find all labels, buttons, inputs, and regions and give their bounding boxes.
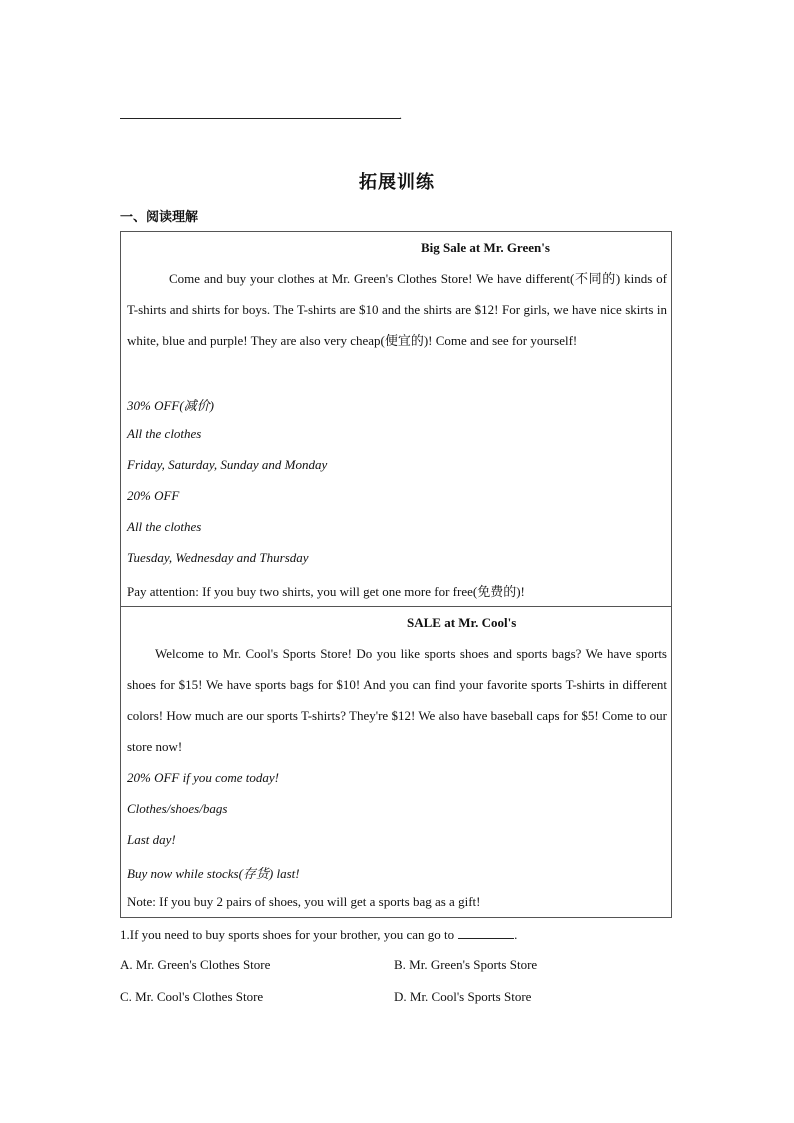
question-1 bbox=[120, 926, 517, 943]
ad-title: SALE at Mr. Cool's bbox=[407, 615, 517, 630]
offer-items: All the clothes bbox=[127, 519, 202, 534]
ad-body: Come and buy your clothes at Mr. Green's Clothes Store! We have different(不同的) kinds of T-shirts and shirts for boys. The T-shirts are $10 and the shirts are $12! For girls, we have nice skirts in white, blue and purple! They are also very cheap(便宜的)! Come and see for yourself! bbox=[127, 271, 667, 348]
offer-items: All the clothes bbox=[127, 426, 202, 441]
option-b[interactable]: B. Mr. Green's Sports Store bbox=[394, 957, 538, 972]
offer-heading: 30% OFF(减价) bbox=[127, 398, 215, 413]
option-d[interactable]: D. Mr. Cool's Sports Store bbox=[394, 989, 532, 1004]
ad-box-green bbox=[120, 231, 672, 607]
option-a[interactable]: A. Mr. Green's Clothes Store bbox=[120, 957, 271, 972]
question-end: . bbox=[514, 927, 518, 942]
offer-days: Friday, Saturday, Sunday and Monday bbox=[127, 457, 328, 472]
offer-heading: 20% OFF bbox=[127, 488, 180, 503]
section-heading: 一、阅读理解 bbox=[120, 209, 199, 224]
answer-blank[interactable] bbox=[458, 926, 514, 939]
question-text: 1.If you need to buy sports shoes for your brother, you can go to bbox=[120, 927, 455, 942]
ad-title: Big Sale at Mr. Green's bbox=[421, 240, 550, 255]
answer-line bbox=[120, 118, 400, 119]
promo-line: Last day! bbox=[127, 832, 176, 847]
page-title: 拓展训练 bbox=[359, 172, 435, 192]
ad-body: Welcome to Mr. Cool's Sports Store! Do you like sports shoes and sports bags? We have sports shoes for $15! We have sports bags for $10! And you can find your favorite sports T-shirts in different colors! How much are our sports T-shirts? They're $12! We also have baseball caps for $5! Come to our store now! bbox=[127, 646, 667, 754]
option-c[interactable]: C. Mr. Cool's Clothes Store bbox=[120, 989, 264, 1004]
promo-line: Buy now while stocks(存货) last! bbox=[127, 866, 300, 881]
promo-line: 20% OFF if you come today! bbox=[127, 770, 279, 785]
offer-days: Tuesday, Wednesday and Thursday bbox=[127, 550, 309, 565]
ad-note: Note: If you buy 2 pairs of shoes, you will get a sports bag as a gift! bbox=[127, 894, 481, 909]
promo-line: Clothes/shoes/bags bbox=[127, 801, 228, 816]
ad-box-cool bbox=[120, 606, 672, 918]
ad-note: Pay attention: If you buy two shirts, you will get one more for free(免费的)! bbox=[127, 584, 525, 599]
answer-line-end: . bbox=[399, 108, 402, 122]
